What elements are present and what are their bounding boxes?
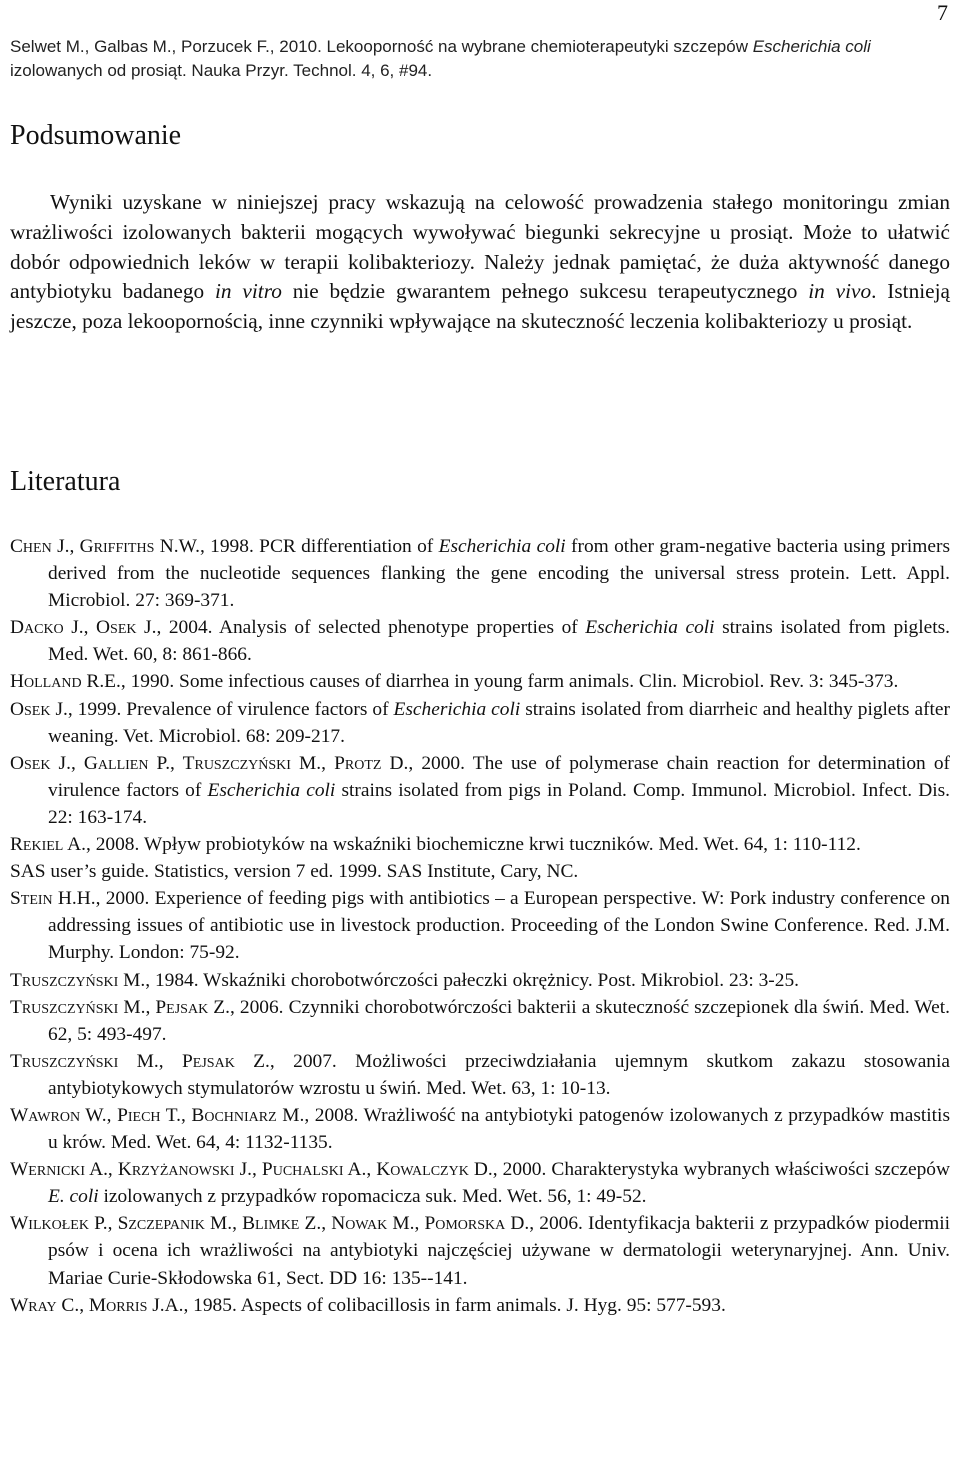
reference-item (10, 614, 950, 668)
summary-in-vitro: in vitro (215, 279, 282, 304)
reference-authors: Holland R.E. (10, 671, 121, 693)
reference-item (10, 1292, 950, 1319)
reference-text: , 2007. Możliwości przeciwdziałania ujemnym skutkom zakazu stosowania antybiotykowych stymulatorów wzrostu u świń. Med. Wet. 63, 1: 10-13. (48, 1050, 950, 1099)
reference-text: , 2006. Identyfikacja bakterii z przypadków piodermii psów i ocena ich wrażliwości na antybiotyki najczęściej używane w dermatologii weterynaryjnej. Ann. Univ. Mariae Curie-Skłodowska 61, Sect. DD 16: 135--141. (48, 1213, 950, 1289)
header-citation-part1: Selwet M., Galbas M., Porzucek F., 2010. Lekooporność na wybrane chemioterapeutyki szczepów (10, 37, 753, 56)
reference-text: , 1985. Aspects of colibacillosis in farm animals. J. Hyg. 95: 577-593. (183, 1294, 726, 1316)
reference-list (10, 533, 950, 1319)
reference-authors: Wernicki A., Krzyżanowski J., Puchalski A., Kowalczyk D. (10, 1159, 493, 1181)
reference-text: strains isolated from pigs in Poland. Comp. Immunol. Microbiol. Infect. Dis. 22: 163-174. (48, 779, 951, 828)
references-heading: Literatura (10, 466, 121, 497)
reference-item (10, 1156, 950, 1210)
reference-text: , 2008. Wpływ probiotyków na wskaźniki biochemiczne krwi tuczników. Med. Wet. 64, 1: 110-112. (86, 834, 861, 856)
reference-item (10, 1210, 950, 1291)
summary-heading: Podsumowanie (10, 120, 182, 151)
reference-text: , 2000. Experience of feeding pigs with antibiotics – a European perspective. W: Pork industry conference on addressing issues of antibiotic use in livestock production. Proceeding of the London Swine Conference. Red. J.M. Murphy. London: 75-92. (48, 888, 950, 964)
reference-authors: Chen J., Griffiths N.W. (10, 536, 200, 557)
reference-authors: Rekiel A. (10, 834, 86, 856)
reference-authors: Stein H.H. (10, 888, 96, 910)
summary-text-3: . Istnieją jeszcze, poza lekoopornością, inne czynniki wpływające na skuteczność leczenia kolibakteriozy u prosiąt. (10, 279, 950, 334)
reference-text: , 2006. Czynniki chorobotwórczości bakterii a skuteczność szczepionek dla świń. Med. Wet. 62, 5: 493-497. (48, 996, 951, 1045)
reference-item (10, 1102, 950, 1156)
reference-authors: Osek J. (10, 698, 68, 720)
reference-authors: Wilkołek P., Szczepanik M., Blimke Z., Nowak M., Pomorska D. (10, 1213, 530, 1235)
reference-text: strains isolated from diarrheic and healthy piglets after weaning. Vet. Microbiol. 68: 209-217. (48, 698, 950, 747)
running-header (10, 35, 950, 83)
reference-text: izolowanych z przypadków ropomacicza suk. Med. Wet. 56, 1: 49-52. (98, 1186, 647, 1208)
summary-text-2: nie będzie gwarantem pełnego sukcesu terapeutycznego (281, 279, 809, 304)
reference-authors: Wawron W., Piech T., Bochniarz M. (10, 1104, 305, 1126)
reference-text: from other gram-negative bacteria using primers derived from the nucleotide sequences flanking the gene encoding the universal stress protein. Lett. Appl. Microbiol. 27: 369-371. (48, 536, 950, 612)
reference-authors: Osek J., Gallien P., Truszczyński M., Protz D. (10, 752, 409, 774)
header-citation-part2: izolowanych od prosiąt. Nauka Przyr. Technol. 4, 6, #94. (10, 61, 433, 80)
reference-species: Escherichia coli (438, 536, 566, 557)
reference-species: E. coli (48, 1186, 99, 1208)
reference-item (10, 994, 950, 1048)
reference-authors: Truszczyński M. (10, 969, 146, 991)
reference-text: , 2004. Analysis of selected phenotype properties of (156, 617, 586, 639)
reference-item (10, 858, 950, 885)
reference-text: , 1984. Wskaźniki chorobotwórczości pałeczki okrężnicy. Post. Mikrobiol. 23: 3-25. (145, 969, 800, 991)
reference-item (10, 885, 950, 966)
reference-text: , 1999. Prevalence of virulence factors of (67, 698, 394, 720)
reference-item (10, 831, 950, 858)
reference-authors: Wray C., Morris J.A. (10, 1294, 184, 1316)
reference-text: SAS user’s guide. Statistics, version 7 ed. 1999. SAS Institute, Cary, NC. (10, 861, 579, 883)
reference-text: , 1998. PCR differentiation of (199, 536, 439, 557)
reference-authors: Dacko J., Osek J. (10, 617, 157, 639)
reference-text: , 2008. Wrażliwość na antybiotyki patogenów izolowanych z przypadków mastitis u krów. Med. Wet. 64, 4: 1132-1135. (48, 1104, 950, 1154)
reference-item (10, 967, 950, 994)
summary-text-1: Wyniki uzyskane w niniejszej pracy wskazują na celowość prowadzenia stałego monitoringu zmian wrażliwości izolowanych bakterii mogących wywoływać biegunki sekrecyjne u prosiąt. Może to ułatwić dobór odpowiednich leków w terapii kolibakteriozy. Należy jednak pamiętać, że duża aktywność danego antybiotyku badanego (10, 190, 950, 304)
reference-text: , 1990. Some infectious causes of diarrhea in young farm animals. Clin. Microbiol. Rev. 3: 345-373. (120, 671, 899, 693)
reference-authors: Truszczyński M., Pejsak Z. (10, 996, 230, 1018)
reference-species: Escherichia coli (207, 779, 336, 801)
reference-species: Escherichia coli (585, 617, 715, 639)
summary-paragraph (10, 188, 950, 337)
reference-authors: Truszczyński M., Pejsak Z. (10, 1050, 270, 1072)
reference-text: strains isolated from piglets. Med. Wet. 60, 8: 861-866. (48, 617, 950, 666)
reference-item (10, 750, 950, 831)
reference-item (10, 668, 950, 695)
reference-species: Escherichia coli (393, 698, 521, 720)
reference-text: , 2000. Charakterystyka wybranych właściwości szczepów (492, 1159, 950, 1181)
reference-item (10, 533, 950, 614)
header-citation-species: Escherichia coli (752, 37, 871, 56)
reference-item (10, 1048, 950, 1102)
summary-in-vivo: in vivo (808, 279, 872, 304)
page-number: 7 (937, 0, 948, 25)
reference-text: , 2000. The use of polymerase chain reaction for determination of virulence factors of (48, 752, 950, 801)
reference-item (10, 696, 950, 750)
